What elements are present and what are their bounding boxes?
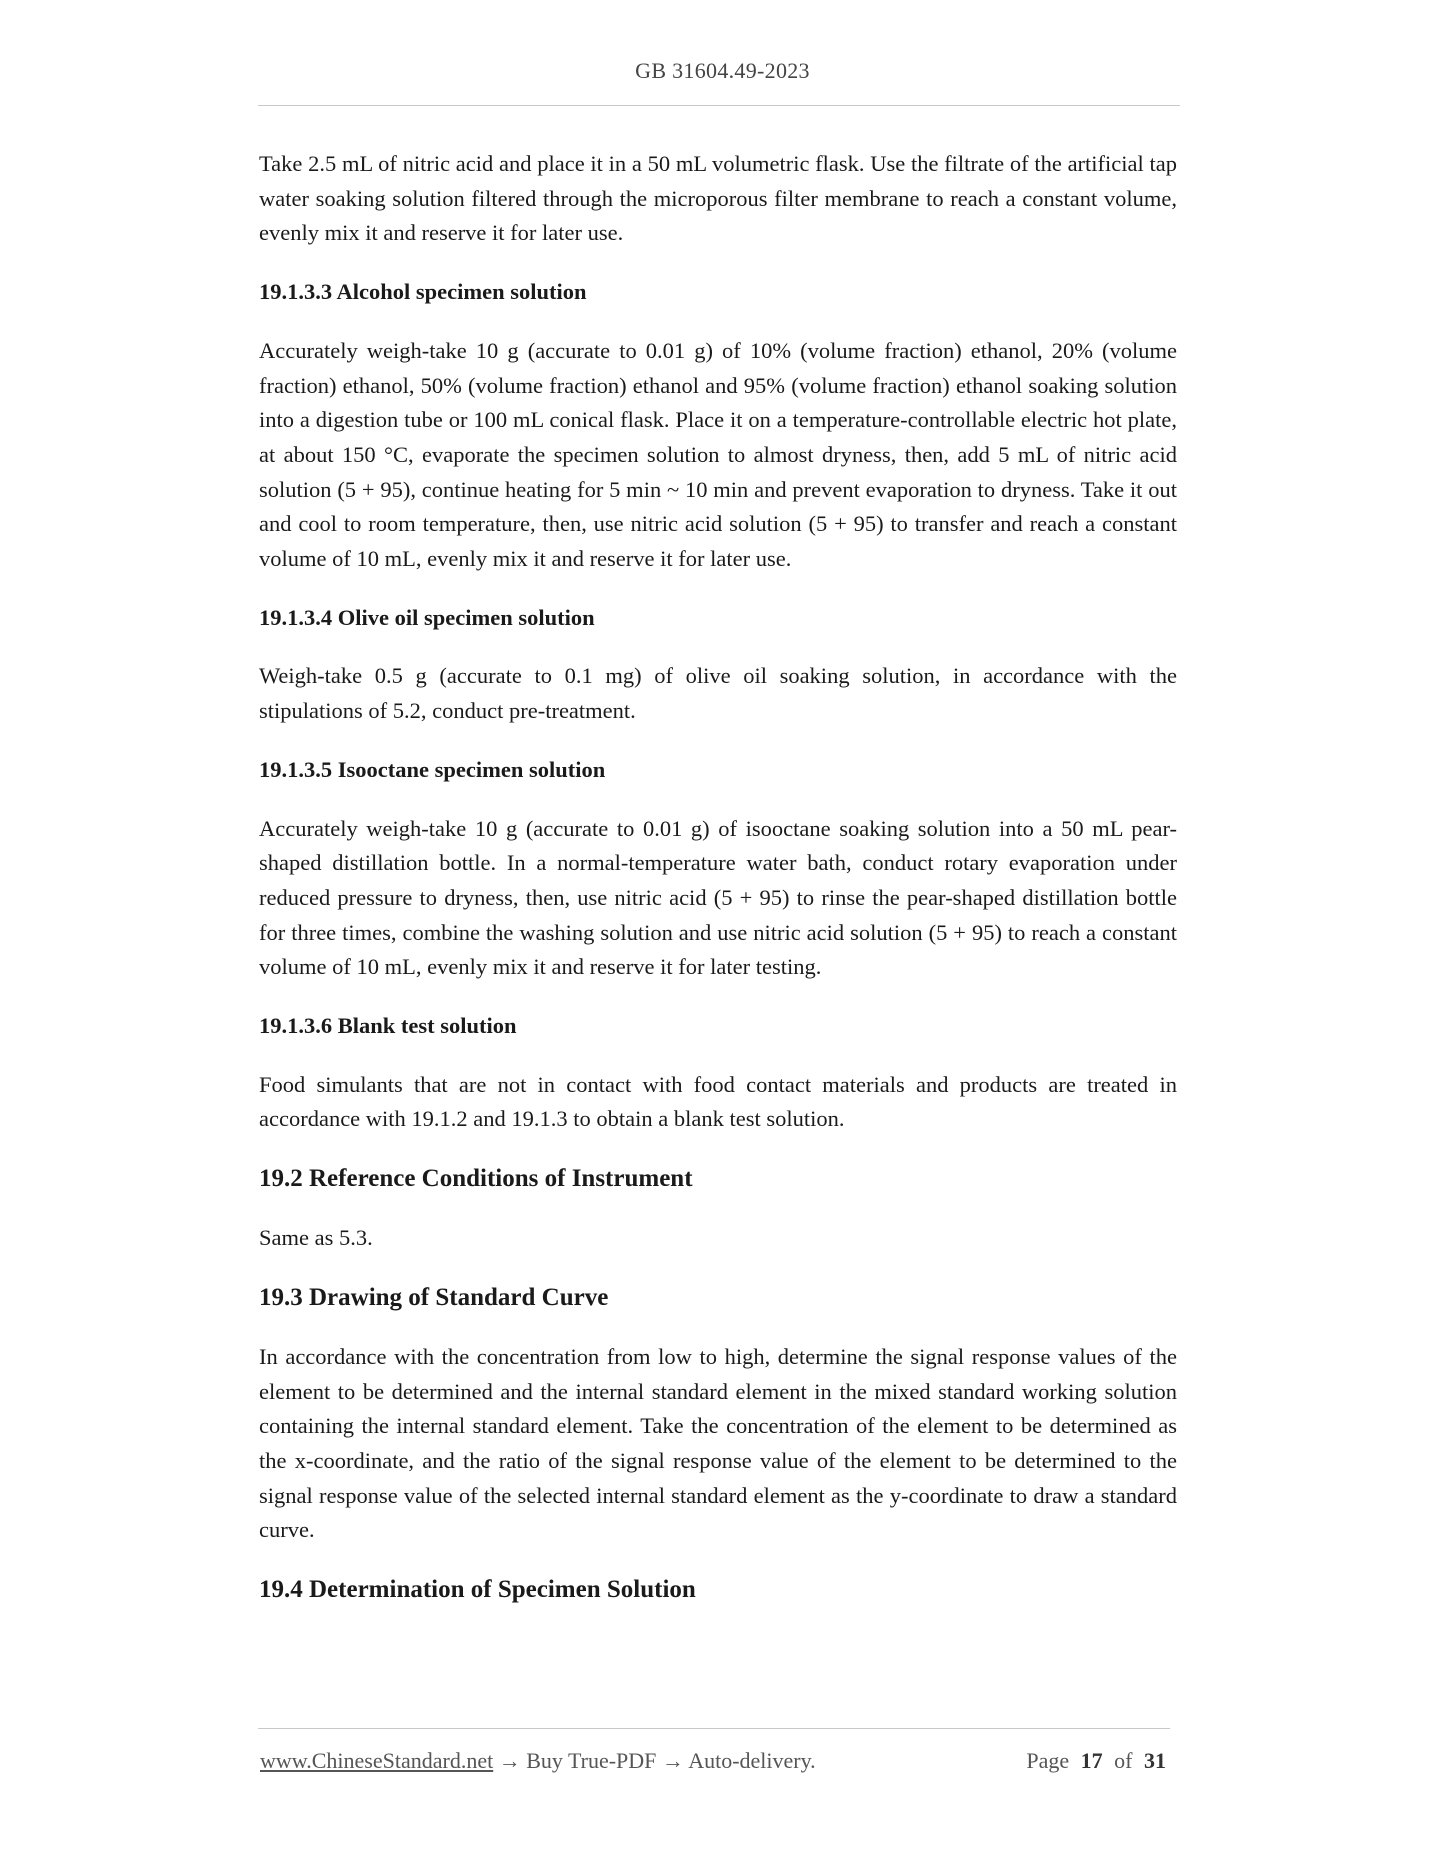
website-link[interactable]: www.ChineseStandard.net	[260, 1748, 494, 1773]
paragraph-19-2: Same as 5.3.	[259, 1225, 373, 1251]
intro-paragraph: Take 2.5 mL of nitric acid and place it in a 50 mL volumetric flask. Use the filtrate of the artificial tap water soaking solution filtered through the microporous filter membrane to reach a constant volume, evenly mix it and reserve it for later use.	[259, 151, 1177, 246]
heading-19-1-3-4: 19.1.3.4 Olive oil specimen solution	[259, 604, 595, 630]
footer-tagline: → Buy True-PDF → Auto-delivery.	[498, 1748, 816, 1773]
heading-19-1-3-3: 19.1.3.3 Alcohol specimen solution	[259, 279, 587, 305]
document-body	[259, 147, 1177, 1632]
heading-19-4: 19.4 Determination of Specimen Solution	[259, 1576, 696, 1604]
heading-19-3: 19.3 Drawing of Standard Curve	[259, 1283, 609, 1311]
of-word: of	[1114, 1748, 1133, 1773]
current-page-number: 17	[1080, 1748, 1103, 1773]
footer-left	[260, 1748, 816, 1774]
heading-19-2: 19.2 Reference Conditions of Instrument	[259, 1165, 693, 1193]
paragraph-19-3: In accordance with the concentration from low to high, determine the signal response values of the element to be determined and the internal standard element in the mixed standard working solution containing the internal standard element. Take the concentration of the element to be determined as the x-coordinate, and the ratio of the signal response value of the element to be determined to the signal response value of the selected internal standard element as the y-coordinate to draw a standard curve.	[259, 1343, 1177, 1543]
page-header: GB 31604.49-2023	[635, 58, 810, 83]
heading-19-1-3-6: 19.1.3.6 Blank test solution	[259, 1013, 517, 1039]
footer-divider	[258, 1728, 1170, 1729]
heading-19-1-3-5: 19.1.3.5 Isooctane specimen solution	[259, 756, 606, 782]
paragraph-19-1-3-6: Food simulants that are not in contact with food contact materials and products are treated in accordance with 19.1.2 and 19.1.3 to obtain a blank test solution.	[259, 1071, 1177, 1132]
header-divider	[258, 105, 1180, 106]
page-indicator	[1026, 1748, 1172, 1774]
total-pages-number: 31	[1144, 1748, 1166, 1773]
page-word: Page	[1026, 1748, 1070, 1773]
paragraph-19-1-3-3: Accurately weigh-take 10 g (accurate to 0.01 g) of 10% (volume fraction) ethanol, 20% (volume fraction) ethanol, 50% (volume fraction) ethanol and 95% (volume fraction) ethanol soaking solution into a digestion tube or 100 mL conical flask. Place it on a temperature-controllable electric hot plate, at about 150 °C, evaporate the specimen solution to almost dryness, then, add 5 mL of nitric acid solution (5 + 95), continue heating for 5 min ~ 10 min and prevent evaporation to dryness. Take it out and cool to room temperature, then, use nitric acid solution (5 + 95) to transfer and reach a constant volume of 10 mL, evenly mix it and reserve it for later use.	[259, 337, 1177, 572]
paragraph-19-1-3-5: Accurately weigh-take 10 g (accurate to 0.01 g) of isooctane soaking solution into a 50 mL pear-shaped distillation bottle. In a normal-temperature water bath, conduct rotary evaporation under reduced pressure to dryness, then, use nitric acid (5 + 95) to rinse the pear-shaped distillation bottle for three times, combine the washing solution and use nitric acid solution (5 + 95) to reach a constant volume of 10 mL, evenly mix it and reserve it for later testing.	[259, 815, 1177, 980]
paragraph-19-1-3-4: Weigh-take 0.5 g (accurate to 0.1 mg) of olive oil soaking solution, in accordance with the stipulations of 5.2, conduct pre-treatment.	[259, 663, 1177, 724]
